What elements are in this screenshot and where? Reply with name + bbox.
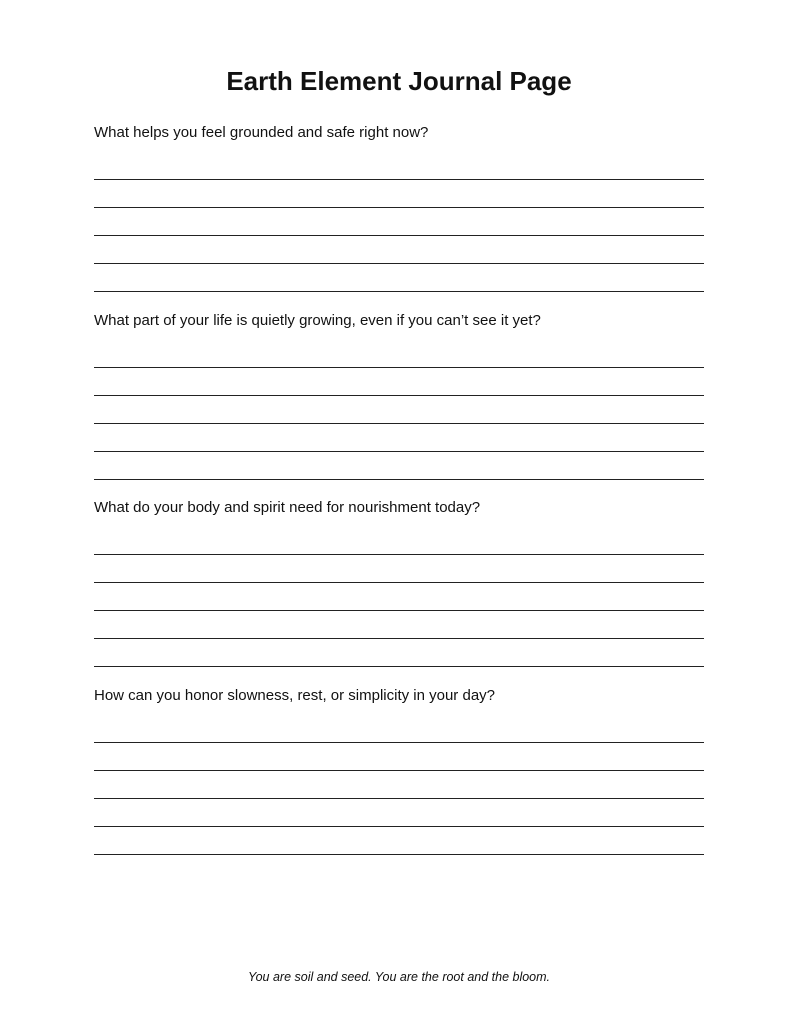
journal-section-2 <box>94 312 704 480</box>
writing-lines[interactable] <box>94 715 704 855</box>
writing-line[interactable] <box>94 827 704 855</box>
writing-line[interactable] <box>94 583 704 611</box>
writing-line[interactable] <box>94 152 704 180</box>
writing-lines[interactable] <box>94 527 704 667</box>
writing-line[interactable] <box>94 639 704 667</box>
writing-line[interactable] <box>94 340 704 368</box>
writing-line[interactable] <box>94 527 704 555</box>
writing-line[interactable] <box>94 264 704 292</box>
writing-line[interactable] <box>94 424 704 452</box>
writing-line[interactable] <box>94 771 704 799</box>
journal-prompt: What do your body and spirit need for nourishment today? <box>94 499 481 516</box>
writing-lines[interactable] <box>94 152 704 292</box>
writing-line[interactable] <box>94 743 704 771</box>
footer-affirmation: You are soil and seed. You are the root and the bloom. <box>247 970 551 984</box>
writing-line[interactable] <box>94 208 704 236</box>
page-title: Earth Element Journal Page <box>226 66 572 96</box>
writing-line[interactable] <box>94 396 704 424</box>
writing-line[interactable] <box>94 180 704 208</box>
writing-line[interactable] <box>94 368 704 396</box>
journal-section-4 <box>94 687 704 855</box>
writing-line[interactable] <box>94 236 704 264</box>
journal-prompt: What helps you feel grounded and safe right now? <box>94 124 429 141</box>
writing-line[interactable] <box>94 715 704 743</box>
writing-line[interactable] <box>94 799 704 827</box>
writing-line[interactable] <box>94 452 704 480</box>
journal-section-3 <box>94 499 704 667</box>
journal-prompt: What part of your life is quietly growing, even if you can’t see it yet? <box>94 312 541 329</box>
journal-section-1 <box>94 124 704 292</box>
writing-lines[interactable] <box>94 340 704 480</box>
journal-prompt: How can you honor slowness, rest, or simplicity in your day? <box>94 687 496 704</box>
writing-line[interactable] <box>94 611 704 639</box>
writing-line[interactable] <box>94 555 704 583</box>
